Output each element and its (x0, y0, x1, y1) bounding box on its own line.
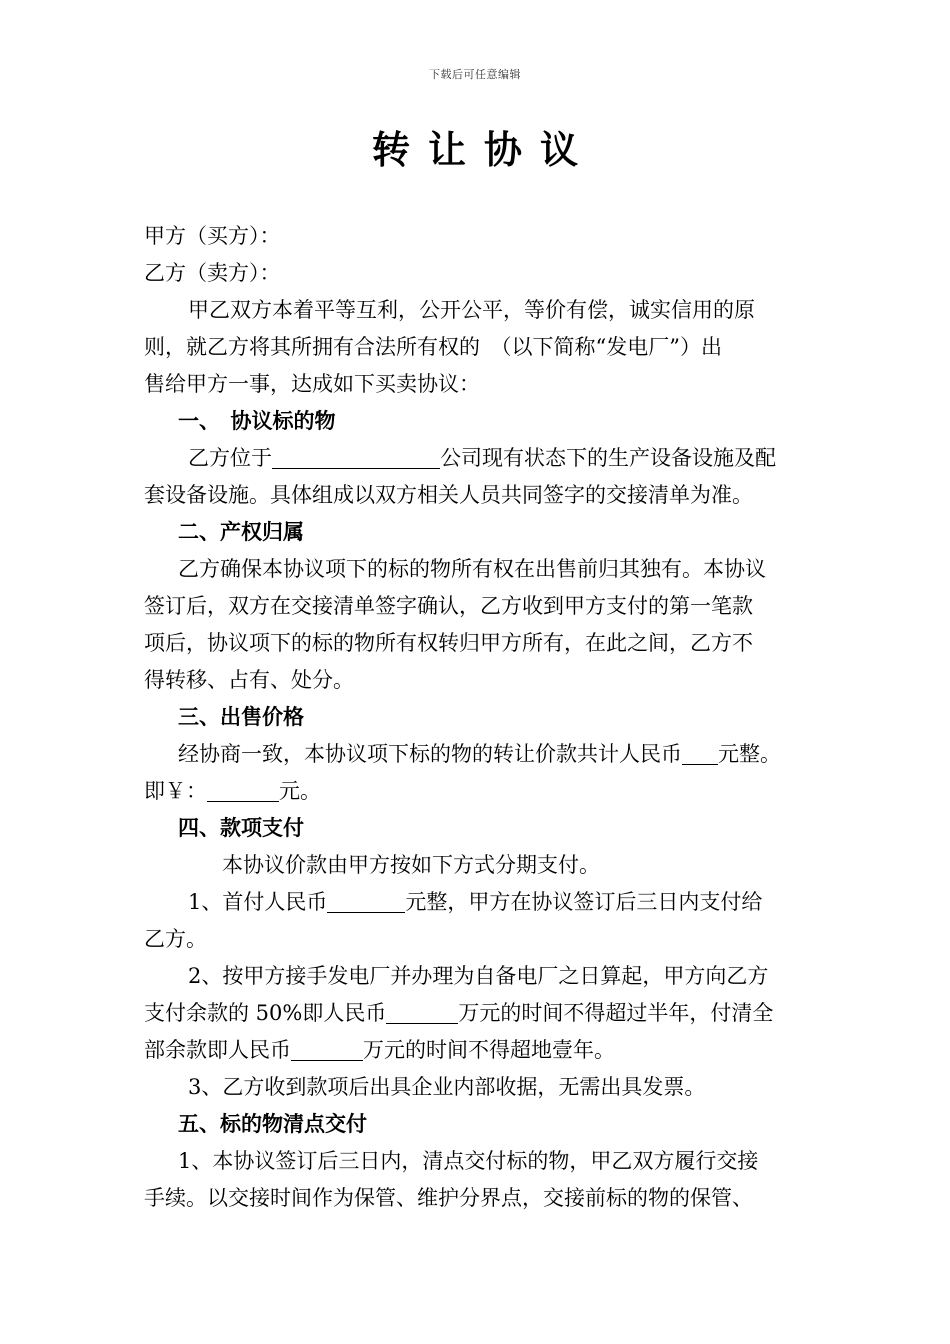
item-2-text-b: 支付余款的 50%即人民币 (144, 1001, 387, 1025)
document-title: 转让协议 (371, 127, 596, 172)
section-1-text-a: 乙方位于 (188, 446, 272, 470)
section-4-item-2-line-3 (144, 1032, 816, 1069)
section-3-text-b: 元整。 (718, 742, 781, 766)
balance-half-blank[interactable] (386, 999, 458, 1024)
document-body (144, 218, 816, 1217)
item-1-text-b: 元整，甲方在协议签订后三日内支付给 (405, 890, 763, 914)
section-3-text-a: 经协商一致，本协议项下标的物的转让价款共计人民币 (178, 742, 682, 766)
section-3-text-d: 元。 (279, 779, 321, 803)
party-a-line: 甲方（买方）： (144, 224, 281, 248)
party-b-line: 乙方（卖方）： (144, 261, 281, 285)
intro-line-2: 则，就乙方将其所拥有合法所有权的 （以下简称“发电厂”）出 (144, 335, 722, 359)
balance-full-blank[interactable] (291, 1036, 363, 1061)
item-1-text-a: 1、首付人民币 (188, 890, 328, 914)
section-2-line-2: 签订后，双方在交接清单签字确认，乙方收到甲方支付的第一笔款 (144, 594, 753, 618)
item-2-text-c: 万元的时间不得超过半年，付清全 (458, 1001, 774, 1025)
header-note: 下载后可任意编辑 (429, 68, 521, 81)
section-4-item-3: 3、乙方收到款项后出具企业内部收据，无需出具发票。 (188, 1075, 706, 1099)
first-payment-blank[interactable] (327, 888, 405, 913)
section-1-line-1 (144, 440, 816, 477)
section-4-line-1: 本协议价款由甲方按如下方式分期支付。 (222, 853, 600, 877)
section-1-text-b: 公司现有状态下的生产设备设施及配 (440, 446, 776, 470)
price-figure-blank[interactable] (207, 777, 279, 802)
section-3-text-c: 即￥： (144, 779, 207, 803)
section-4-item-1-cont: 乙方。 (144, 927, 207, 951)
section-5-line-1: 1、本协议签订后三日内，清点交付标的物，甲乙双方履行交接 (178, 1149, 759, 1173)
item-2-text-d: 部余款即人民币 (144, 1038, 291, 1062)
section-3-heading: 三、出售价格 (178, 705, 304, 729)
section-5-heading: 五、标的物清点交付 (178, 1112, 367, 1136)
location-blank[interactable] (272, 444, 440, 469)
section-4-item-2-line-2 (144, 995, 816, 1032)
section-3-line-1 (144, 736, 816, 773)
section-2-line-3: 项后，协议项下的标的物所有权转归甲方所有，在此之间，乙方不 (144, 631, 753, 655)
section-5-line-2: 手续。以交接时间作为保管、维护分界点，交接前标的物的保管、 (144, 1186, 753, 1210)
section-3-line-2 (144, 773, 816, 810)
section-2-line-4: 得转移、占有、处分。 (144, 668, 354, 692)
section-2-heading: 二、产权归属 (178, 520, 304, 544)
section-4-item-1 (144, 884, 816, 921)
section-4-heading: 四、款项支付 (178, 816, 304, 840)
intro-line-3: 售给甲方一事，达成如下买卖协议： (144, 372, 480, 396)
section-1-heading: 一、 协议标的物 (178, 409, 336, 433)
section-2-line-1: 乙方确保本协议项下的标的物所有权在出售前归其独有。本协议 (178, 557, 766, 581)
price-amount-blank[interactable] (682, 740, 718, 765)
intro-line-1: 甲乙双方本着平等互利，公开公平，等价有偿，诚实信用的原 (188, 298, 755, 322)
section-4-item-2: 2、按甲方接手发电厂并办理为自备电厂之日算起，甲方向乙方 (188, 964, 769, 988)
section-1-line-2: 套设备设施。具体组成以双方相关人员共同签字的交接清单为准。 (144, 483, 753, 507)
item-2-text-e: 万元的时间不得超地壹年。 (363, 1038, 615, 1062)
